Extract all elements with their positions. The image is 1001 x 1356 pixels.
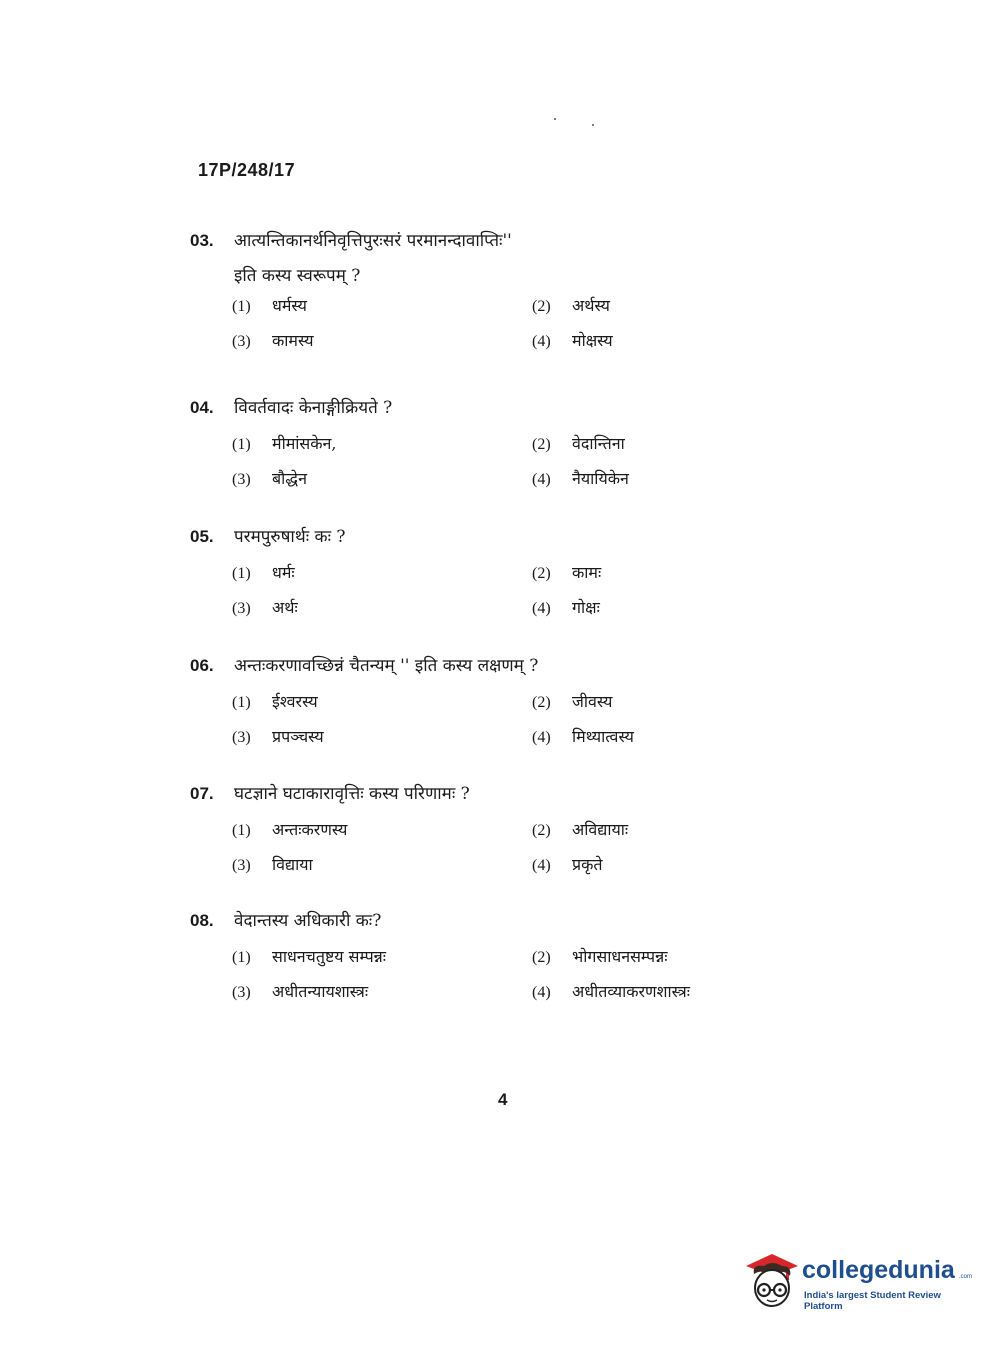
option-number: (1)	[232, 822, 251, 839]
option-number: (1)	[232, 298, 251, 315]
option-text: कामः	[572, 563, 602, 582]
option-2	[532, 561, 792, 583]
question-text: आत्यन्तिकानर्थनिवृत्तिपुरःसरं परमानन्दावाप्तिः''	[234, 231, 512, 251]
option-1	[232, 945, 532, 967]
option-text: अधीतव्याकरणशास्त्रः	[572, 982, 690, 1001]
question-text: अन्तःकरणावच्छिन्नं चैतन्यम् '' इति कस्य लक्षणम् ?	[234, 656, 539, 676]
option-text: गोक्षः	[572, 598, 600, 617]
option-number: (1)	[232, 949, 251, 966]
option-text: भोगसाधनसम्पन्नः	[572, 947, 668, 966]
option-text: प्रपञ्चस्य	[272, 727, 324, 746]
question-07	[190, 781, 810, 875]
option-4	[532, 329, 792, 351]
brand-tagline: India's largest Student Review Platform	[804, 1290, 941, 1312]
scan-speck	[554, 118, 556, 120]
option-number: (4)	[532, 333, 551, 350]
mascot-logo-icon	[742, 1250, 802, 1312]
option-4	[532, 980, 792, 1002]
option-number: (4)	[532, 471, 551, 488]
option-2	[532, 945, 792, 967]
option-text: बौद्धेन	[272, 469, 307, 488]
option-number: (3)	[232, 471, 251, 488]
option-text: अधीतन्यायशास्त्रः	[272, 982, 369, 1001]
option-text: मिथ्यात्वस्य	[572, 727, 634, 746]
option-text: नैयायिकेन	[572, 469, 629, 488]
option-number: (3)	[232, 729, 251, 746]
option-3	[232, 596, 532, 618]
option-text: अन्तःकरणस्य	[272, 820, 348, 839]
brand-suffix: .com	[959, 1274, 973, 1280]
option-text: विद्याया	[272, 855, 313, 874]
option-number: (3)	[232, 600, 251, 617]
option-number: (4)	[532, 984, 551, 1001]
option-2	[532, 690, 792, 712]
option-number: (3)	[232, 333, 251, 350]
option-number: (1)	[232, 436, 251, 453]
option-1	[232, 561, 532, 583]
option-number: (1)	[232, 565, 251, 582]
option-2	[532, 294, 792, 316]
option-number: (2)	[532, 949, 551, 966]
question-06	[190, 653, 810, 747]
option-number: (4)	[532, 600, 551, 617]
collegedunia-watermark[interactable]	[742, 1250, 972, 1312]
question-text: घटज्ञाने घटाकारावृत्तिः कस्य परिणामः ?	[234, 784, 470, 804]
question-text: विवर्तवादः केनाङ्गीक्रियते ?	[234, 398, 393, 418]
option-1	[232, 294, 532, 316]
option-1	[232, 432, 532, 454]
option-4	[532, 467, 792, 489]
option-2	[532, 432, 792, 454]
question-text: वेदान्तस्य अधिकारी कः?	[234, 911, 382, 931]
option-text: अविद्यायाः	[572, 820, 629, 839]
option-4	[532, 725, 792, 747]
option-3	[232, 853, 532, 875]
options	[232, 432, 810, 489]
question-number: 05.	[190, 527, 214, 546]
option-number: (2)	[532, 298, 551, 315]
question-number: 04.	[190, 398, 214, 417]
question-text: परमपुरुषार्थः कः ?	[234, 527, 346, 547]
option-number: (4)	[532, 857, 551, 874]
question-number: 03.	[190, 231, 214, 250]
option-text: धर्मस्य	[272, 296, 307, 315]
option-text: मीमांसकेन,	[272, 434, 337, 453]
question-text-continued: इति कस्य स्वरूपम् ?	[234, 266, 361, 286]
question-05	[190, 524, 810, 618]
brand-name: collegedunia	[802, 1256, 955, 1284]
option-number: (2)	[532, 436, 551, 453]
option-number: (1)	[232, 694, 251, 711]
option-text: अर्थस्य	[572, 296, 610, 315]
option-3	[232, 725, 532, 747]
option-4	[532, 853, 792, 875]
option-3	[232, 329, 532, 351]
question-number: 07.	[190, 784, 214, 803]
question-08	[190, 908, 810, 1002]
option-number: (3)	[232, 857, 251, 874]
question-04	[190, 395, 810, 489]
option-text: साधनचतुष्टय सम्पन्नः	[272, 947, 387, 966]
paper-code: 17P/248/17	[198, 160, 296, 180]
option-3	[232, 980, 532, 1002]
option-text: वेदान्तिना	[572, 434, 625, 453]
option-2	[532, 818, 792, 840]
question-03	[190, 228, 810, 351]
options	[232, 561, 810, 618]
scan-speck	[592, 124, 594, 126]
options	[232, 294, 810, 351]
page-number: 4	[498, 1090, 508, 1109]
option-text: धर्मः	[272, 563, 295, 582]
option-1	[232, 690, 532, 712]
option-3	[232, 467, 532, 489]
option-text: ईश्वरस्य	[272, 692, 318, 711]
options	[232, 690, 810, 747]
options	[232, 945, 810, 1002]
option-text: जीवस्य	[572, 692, 613, 711]
question-number: 06.	[190, 656, 214, 675]
option-1	[232, 818, 532, 840]
option-text: मोक्षस्य	[572, 331, 613, 350]
option-text: अर्थः	[272, 598, 298, 617]
option-text: कामस्य	[272, 331, 314, 350]
option-number: (2)	[532, 565, 551, 582]
option-number: (4)	[532, 729, 551, 746]
option-number: (2)	[532, 694, 551, 711]
options	[232, 818, 810, 875]
option-number: (2)	[532, 822, 551, 839]
option-text: प्रकृते	[572, 855, 603, 874]
question-number: 08.	[190, 911, 214, 930]
option-4	[532, 596, 792, 618]
option-number: (3)	[232, 984, 251, 1001]
